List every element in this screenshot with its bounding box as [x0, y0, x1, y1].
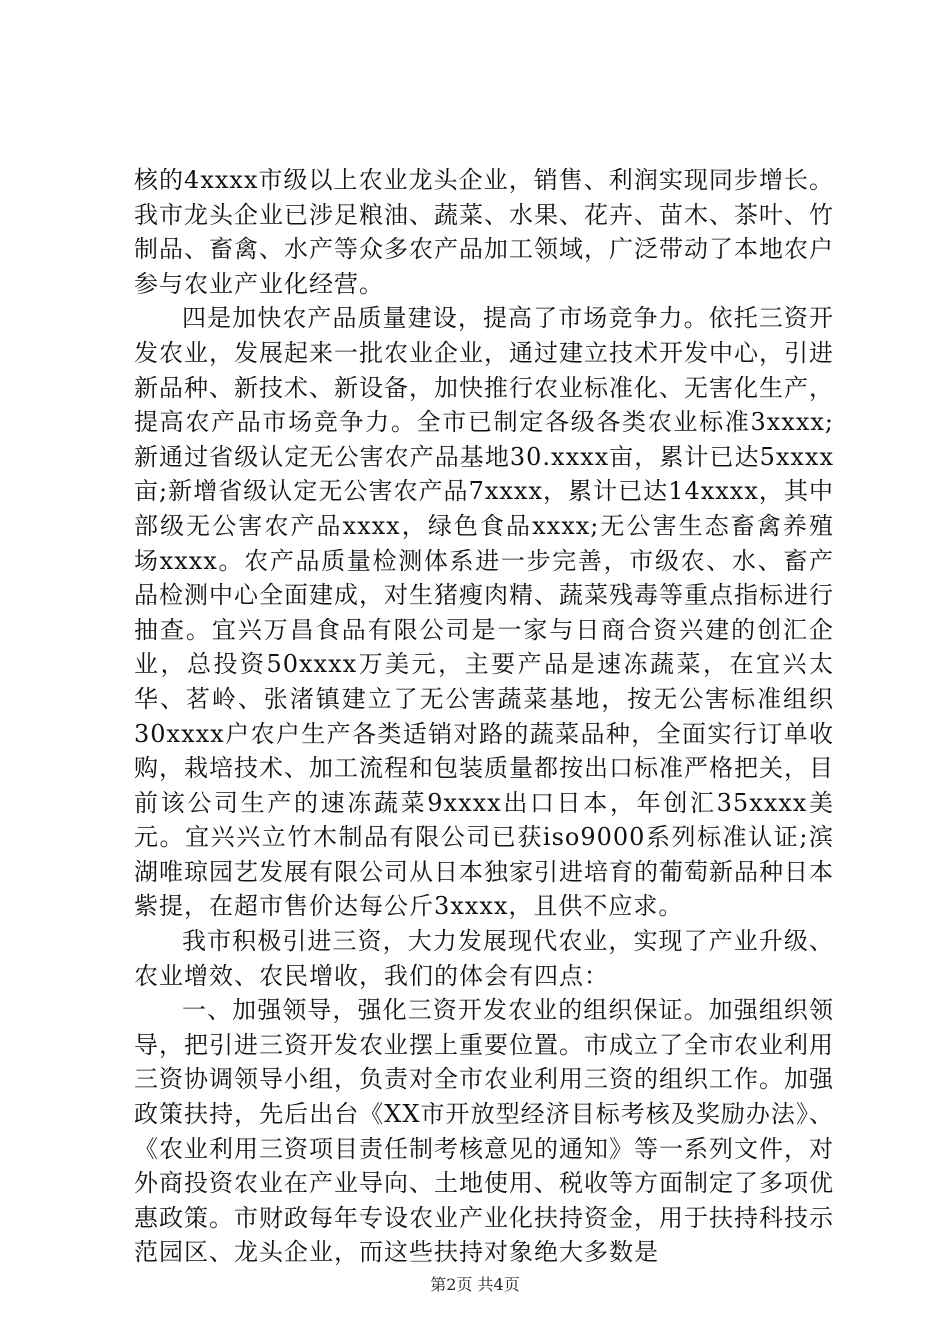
page-number-footer: 第2页 共4页: [430, 1275, 520, 1294]
paragraph-4: 一、加强领导，强化三资开发农业的组织保证。加强组织领导，把引进三资开发农业摆上重要位置。市成立了全市农业利用三资协调领导小组，负责对全市农业利用三资的组织工作。加强政策扶持，先后出台《XX市开放型经济目标考核及奖励办法》、《农业利用三资项目责任制考核意见的通知》等一系列文件，对外商投资农业在产业导向、土地使用、税收等方面制定了多项优惠政策。市财政每年专设农业产业化扶持资金，用于扶持科技示范园区、龙头企业，而这些扶持对象绝大多数是: [134, 996, 834, 1267]
paragraph-2: 四是加快农产品质量建设，提高了市场竞争力。依托三资开发农业，发展起来一批农业企业，通过建立技术开发中心，引进新品种、新技术、新设备，加快推行农业标准化、无害化生产，提高农产品市场竞争力。全市已制定各级各类农业标准3xxxx;新通过省级认定无公害农产品基地30.xxxx亩，累计已达5xxxx亩;新增省级认定无公害农产品7xxxx，累计已达14xxxx，其中部级无公害农产品xxxx，绿色食品xxxx;无公害生态畜禽养殖场xxxx。农产品质量检测体系进一步完善，市级农、水、畜产品检测中心全面建成，对生猪瘦肉精、蔬菜残毒等重点指标进行抽查。宜兴万昌食品有限公司是一家与日商合资兴建的创汇企业，总投资50xxxx万美元，主要产品是速冻蔬菜，在宜兴太华、茗岭、张渚镇建立了无公害蔬菜基地，按无公害标准组织30xxxx户农户生产各类适销对路的蔬菜品种，全面实行订单收购，栽培技术、加工流程和包装质量都按出口标准严格把关，目前该公司生产的速冻蔬菜9xxxx出口日本，年创汇35xxxx美元。宜兴兴立竹木制品有限公司已获iso9000系列标准认证;滨湖唯琼园艺发展有限公司从日本独家引进培育的葡萄新品种日本紫提，在超市售价达每公斤3xxxx，且供不应求。: [134, 304, 834, 921]
paragraph-1: 核的4xxxx市级以上农业龙头企业，销售、利润实现同步增长。我市龙头企业已涉足粮油、蔬菜、水果、花卉、苗木、茶叶、竹制品、畜禽、水产等众多农产品加工领域，广泛带动了本地农户参与农业产业化经营。: [134, 166, 834, 298]
document-body: [134, 163, 834, 1270]
paragraph-3: 我市积极引进三资，大力发展现代农业，实现了产业升级、农业增效、农民增收，我们的体会有四点：: [134, 927, 834, 990]
